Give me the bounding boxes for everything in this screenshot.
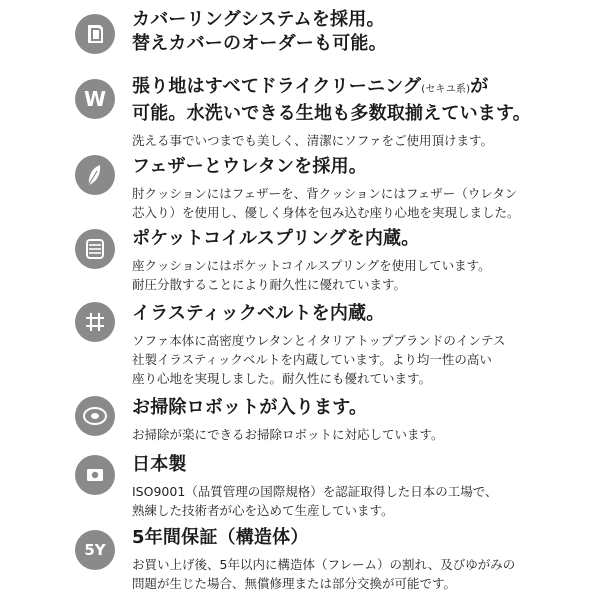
feature-title-line: 日本製 (132, 454, 187, 475)
five-year-label: 5Y (84, 541, 106, 559)
five-year-icon (75, 530, 115, 570)
w-letter-icon (75, 79, 115, 119)
feature-body-line: 座り心地を実現しました。耐久性にも優れています。 (132, 371, 432, 386)
feature-body-line: 座クッションにはポケットコイルスプリングを使用しています。 (132, 258, 491, 273)
feature-body-line: お買い上げ後、5年以内に構造体（フレーム）の割れ、及びゆがみの (132, 557, 516, 572)
feature-body-line: 肘クッションにはフェザーを、背クッションにはフェザー（ウレタン (132, 186, 518, 201)
w-letter: W (83, 87, 107, 111)
japan-flag-icon (75, 455, 115, 495)
title-small-note: (セキユ系) (421, 84, 471, 95)
feature-title-line: イラスティックベルトを内蔵。 (132, 303, 385, 324)
pocket-coil-icon (75, 229, 115, 269)
feature-body-line: お掃除が楽にできるお掃除ロボットに対応しています。 (132, 427, 444, 442)
title-main: 張り地はすべてドライクリーニング (132, 76, 422, 97)
feature-title-line: 可能。水洗いできる生地も多数取揃えています。 (132, 103, 531, 124)
feature-body-line: ISO9001（品質管理の国際規格）を認証取得した日本の工場で、 (132, 484, 498, 499)
feature-body-line: 芯入り）を使用し、優しく身体を包み込む座り心地を実現しました。 (132, 205, 520, 220)
feature-title-line: フェザーとウレタンを採用。 (132, 156, 367, 177)
feature-body-line: 洗える事でいつまでも美しく、清潔にソファをご使用頂けます。 (132, 133, 494, 148)
title-end: が (470, 76, 489, 97)
feature-title-line: 替えカバーのオーダーも可能。 (132, 33, 387, 54)
feature-title-line (132, 75, 570, 102)
feature-title-line: お掃除ロボットが入ります。 (132, 397, 368, 418)
fabric-swatch-icon (75, 14, 115, 54)
feature-body-line: 耐圧分散することにより耐久性に優れています。 (132, 277, 407, 292)
feature-body-line: 熟練した技術者が心を込めて生産しています。 (132, 503, 394, 518)
feather-icon (75, 155, 115, 195)
feature-body-line: ソファ本体に高密度ウレタンとイタリアトップブランドのインテス (132, 333, 506, 348)
elastic-belt-grid-icon (75, 302, 115, 342)
feature-body-line: 社製イラスティックベルトを内蔵しています。より均一性の高い (132, 352, 492, 367)
feature-body-line: 問題が生じた場合、無償修理または部分交換が可能です。 (132, 576, 457, 591)
feature-title-line: ポケットコイルスプリングを内蔵。 (132, 228, 420, 249)
feature-title-line: カバーリングシステムを採用。 (132, 9, 385, 30)
feature-title-line: 5年間保証（構造体） (132, 527, 309, 548)
robot-vacuum-icon (75, 396, 115, 436)
